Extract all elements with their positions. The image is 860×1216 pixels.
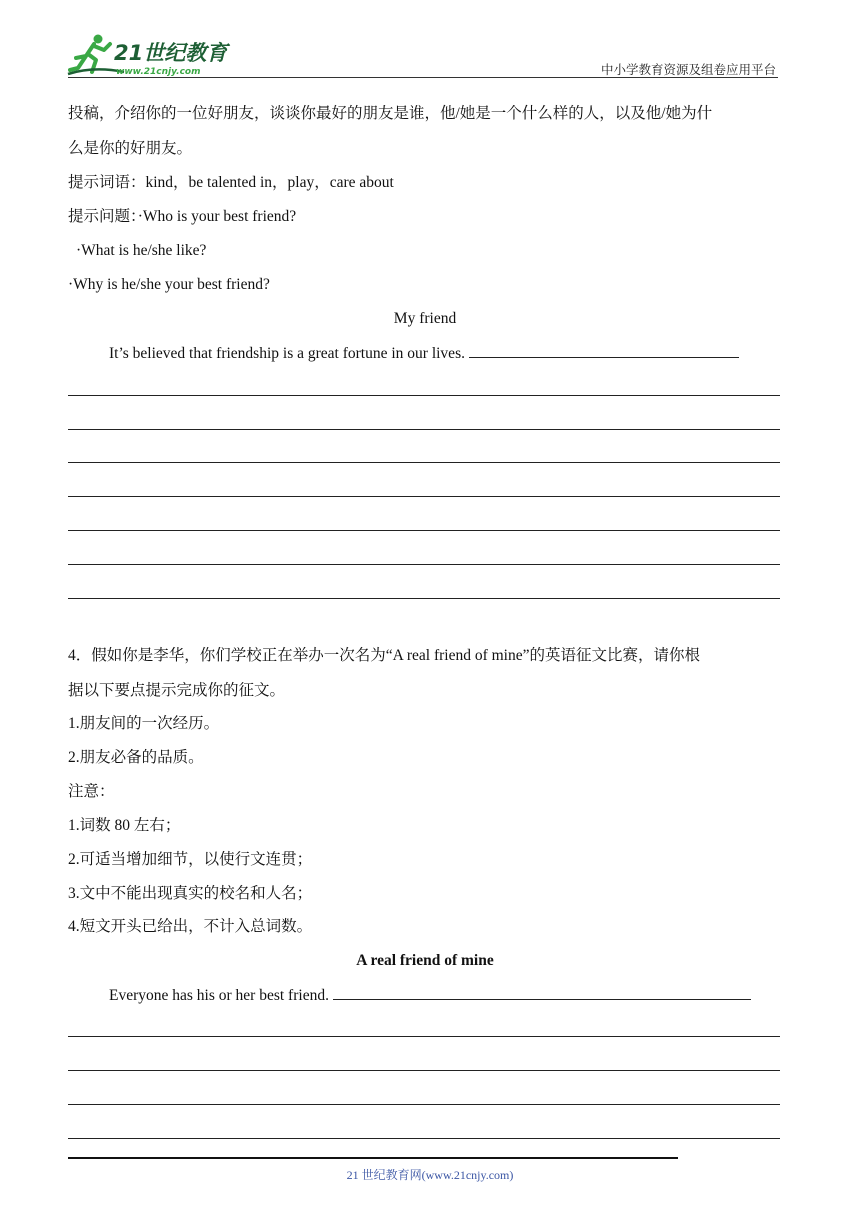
- task4-opening-row: [109, 985, 751, 1006]
- task3-opening-sentence: It’s believed that friendship is a great fortune in our lives.: [109, 345, 465, 362]
- logo-text: 21世纪教育: [114, 41, 228, 65]
- task3-writing-line[interactable]: [68, 530, 780, 531]
- task3-keywords: 提示词语：kind，be talented in，play，care about: [68, 174, 394, 191]
- task3-writing-line[interactable]: [68, 564, 780, 565]
- task3-essay-title: My friend: [393, 310, 457, 327]
- task3-intro-line1: 投稿，介绍你的一位好朋友，谈谈你最好的朋友是谁，他/她是一个什么样的人，以及他/她为什: [68, 105, 713, 122]
- task3-intro-line2: 么是你的好朋友。: [68, 140, 193, 157]
- task4-note-2: 2.可适当增加细节，以使行文连贯；: [68, 851, 313, 868]
- task3-opening-row: [109, 343, 739, 364]
- task4-note-4: 4.短文开头已给出，不计入总词数。: [68, 918, 313, 935]
- task4-point-2: 2.朋友必备的品质。: [68, 749, 204, 766]
- task3-writing-line-first[interactable]: [469, 343, 739, 358]
- task3-writing-line[interactable]: [68, 598, 780, 599]
- task3-question-2: ·What is he/she like?: [76, 242, 207, 259]
- task4-essay-title: A real friend of mine: [356, 952, 494, 969]
- task4-writing-line[interactable]: [68, 1138, 780, 1139]
- logo-url: www.21cnjy.com: [116, 67, 201, 77]
- task4-note-label: 注意：: [68, 783, 115, 800]
- footer-divider: [68, 1157, 678, 1159]
- task3-question-1: 提示问题：·Who is your best friend?: [68, 208, 297, 225]
- task4-writing-line[interactable]: [68, 1036, 780, 1037]
- site-logo: [64, 30, 234, 80]
- task4-note-3: 3.文中不能出现真实的校名和人名；: [68, 885, 313, 902]
- task4-opening-sentence: Everyone has his or her best friend.: [109, 987, 329, 1004]
- task3-writing-line[interactable]: [68, 462, 780, 463]
- header-divider: [68, 77, 778, 78]
- task3-writing-line[interactable]: [68, 496, 780, 497]
- task4-writing-line[interactable]: [68, 1070, 780, 1071]
- task3-writing-line[interactable]: [68, 429, 780, 430]
- task3-question-3: ·Why is he/she your best friend?: [68, 276, 270, 293]
- task3-writing-line[interactable]: [68, 395, 780, 396]
- task4-note-1: 1.词数 80 左右；: [68, 817, 181, 834]
- task4-writing-line[interactable]: [68, 1104, 780, 1105]
- task4-intro-line2: 据以下要点提示完成你的征文。: [68, 682, 286, 699]
- footer-text: 21 世纪教育网(www.21cnjy.com): [346, 1168, 514, 1182]
- task4-writing-line-first[interactable]: [333, 985, 751, 1000]
- task4-point-1: 1.朋友间的一次经历。: [68, 715, 220, 732]
- platform-label: 中小学教育资源及组卷应用平台: [600, 63, 776, 77]
- task4-intro-line1: 4．假如你是李华，你们学校正在举办一次名为“A real friend of mine”的英语征文比赛，请你根: [68, 647, 700, 664]
